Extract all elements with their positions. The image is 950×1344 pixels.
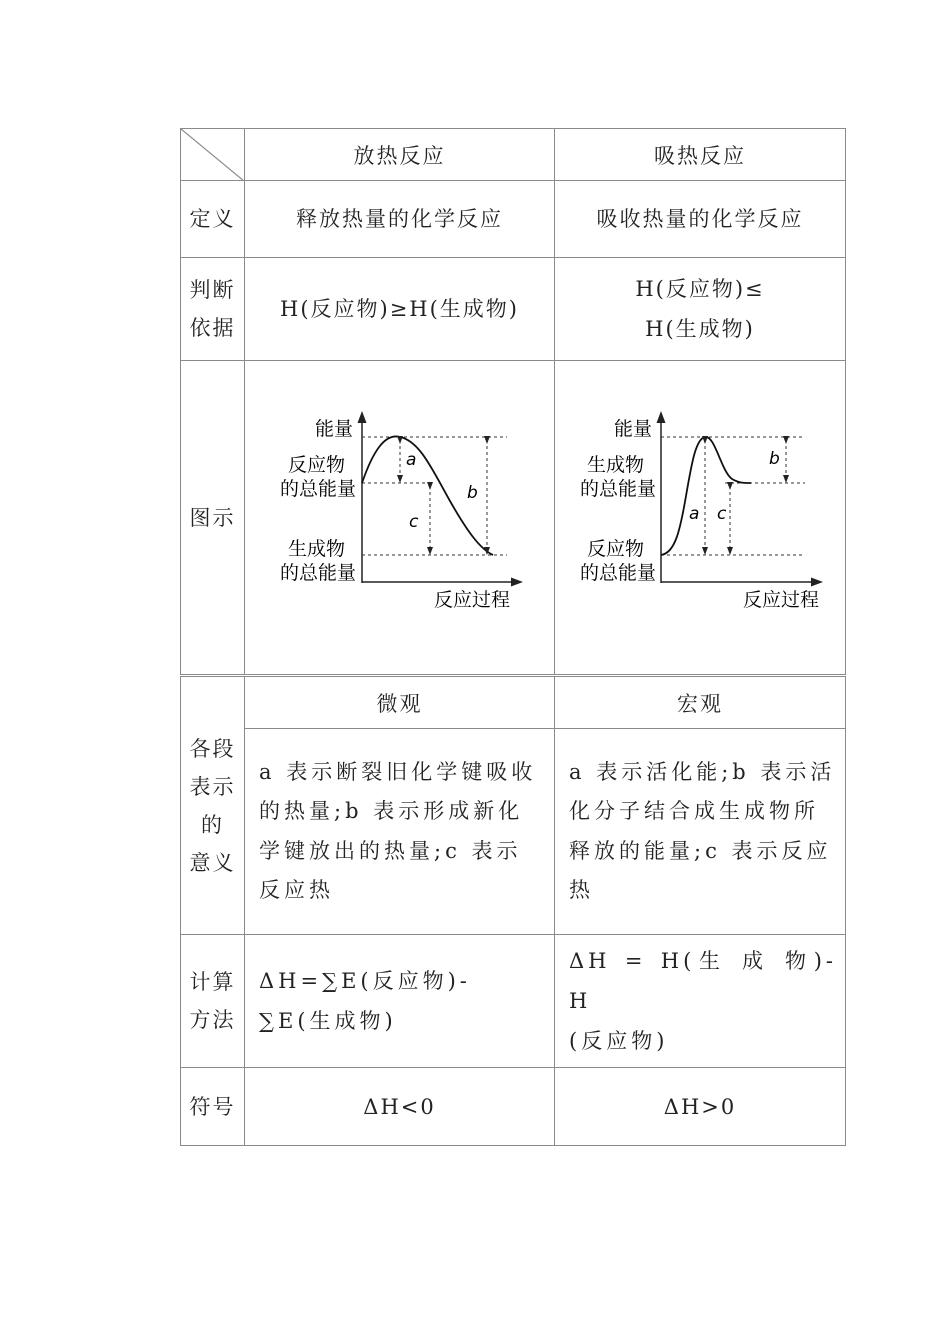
micro-line3: 学键放出的热量;c 表示 xyxy=(259,838,522,863)
sign-endo: ΔH>0 xyxy=(555,1068,846,1146)
definition-exo: 释放热量的化学反应 xyxy=(245,181,555,258)
calc-label-line2: 方法 xyxy=(189,1008,236,1032)
label-b: b xyxy=(769,449,780,469)
label-c: c xyxy=(717,504,727,524)
criterion-exo: H(反应物)≥H(生成物) xyxy=(245,258,555,361)
meaning-label xyxy=(181,677,245,935)
endothermic-energy-diagram xyxy=(555,361,845,670)
definition-endo: 吸收热量的化学反应 xyxy=(555,181,846,258)
sub-header-row xyxy=(181,677,846,729)
endo-diagram-cell xyxy=(555,361,846,675)
label-a: a xyxy=(406,450,417,470)
exothermic-energy-diagram xyxy=(245,361,554,670)
calc-micro-line1: ΔH=∑E(反应物)- xyxy=(259,969,471,993)
y-axis-label: 能量 xyxy=(314,418,353,440)
micro-line1: a 表示断裂旧化学键吸收 xyxy=(259,759,537,784)
reactant-label-2: 的总能量 xyxy=(579,562,656,584)
definition-row xyxy=(181,181,846,258)
reaction-curve xyxy=(661,437,751,555)
sign-exo: ΔH<0 xyxy=(245,1068,555,1146)
product-label-2: 的总能量 xyxy=(579,478,656,500)
criterion-row xyxy=(181,258,846,361)
corner-cell xyxy=(181,129,245,181)
label-b: b xyxy=(467,483,478,503)
comparison-table-top xyxy=(180,128,846,675)
micro-line2: 的热量;b 表示形成新化 xyxy=(259,799,524,823)
reactant-label-1: 反应物 xyxy=(287,454,345,476)
x-axis-label: 反应过程 xyxy=(433,589,510,611)
calc-micro xyxy=(245,935,555,1068)
header-exothermic: 放热反应 xyxy=(245,129,555,181)
meaning-micro xyxy=(245,729,555,935)
calc-macro-line2: (反应物) xyxy=(569,1029,669,1053)
criterion-label xyxy=(181,258,245,361)
criterion-endo xyxy=(555,258,846,361)
criterion-endo-line1: H(反应物)≤ xyxy=(635,277,765,301)
header-macro: 宏观 xyxy=(555,677,846,729)
exo-diagram-cell xyxy=(245,361,555,675)
header-endothermic: 吸热反应 xyxy=(555,129,846,181)
reactant-label-2: 的总能量 xyxy=(279,478,356,500)
product-label-1: 生成物 xyxy=(287,538,345,560)
diagram-row xyxy=(181,361,846,675)
comparison-table-bottom xyxy=(180,676,846,1146)
sign-row xyxy=(181,1068,846,1146)
meaning-label-line3: 的 xyxy=(201,812,224,837)
criterion-endo-line2: H(生成物) xyxy=(645,317,755,341)
meaning-label-line1: 各段 xyxy=(189,736,236,761)
calc-label-line1: 计算 xyxy=(189,970,236,994)
calc-row xyxy=(181,935,846,1068)
calc-macro-line1: ΔH = H(生 成 物)- H xyxy=(569,949,837,1013)
product-label-2: 的总能量 xyxy=(279,562,356,584)
macro-line1: a 表示活化能;b 表示活 xyxy=(569,759,836,784)
criterion-label-line1: 判断 xyxy=(189,278,236,302)
label-c: c xyxy=(409,512,419,532)
product-label-1: 生成物 xyxy=(586,454,644,476)
header-micro: 微观 xyxy=(245,677,555,729)
calc-micro-line2: ∑E(生成物) xyxy=(259,1009,397,1033)
header-row xyxy=(181,129,846,181)
criterion-label-line2: 依据 xyxy=(189,316,236,340)
macro-line3: 释放的能量;c 表示反应 xyxy=(569,838,832,863)
x-axis-label: 反应过程 xyxy=(742,589,819,611)
macro-line4: 热 xyxy=(569,878,594,902)
meaning-label-line2: 表示 xyxy=(189,774,236,799)
reactant-label-1: 反应物 xyxy=(586,538,644,560)
sign-label: 符号 xyxy=(181,1068,245,1146)
meaning-label-line4: 意义 xyxy=(189,850,236,875)
definition-label: 定义 xyxy=(181,181,245,258)
corner-diagonal xyxy=(181,129,244,181)
label-a: a xyxy=(689,504,700,524)
diagram-label: 图示 xyxy=(181,361,245,675)
meaning-row xyxy=(181,729,846,935)
calc-label xyxy=(181,935,245,1068)
y-axis-label: 能量 xyxy=(613,418,652,440)
micro-line4: 反应热 xyxy=(259,878,334,902)
meaning-macro xyxy=(555,729,846,935)
calc-macro xyxy=(555,935,846,1068)
macro-line2: 化分子结合成生成物所 xyxy=(569,799,819,823)
